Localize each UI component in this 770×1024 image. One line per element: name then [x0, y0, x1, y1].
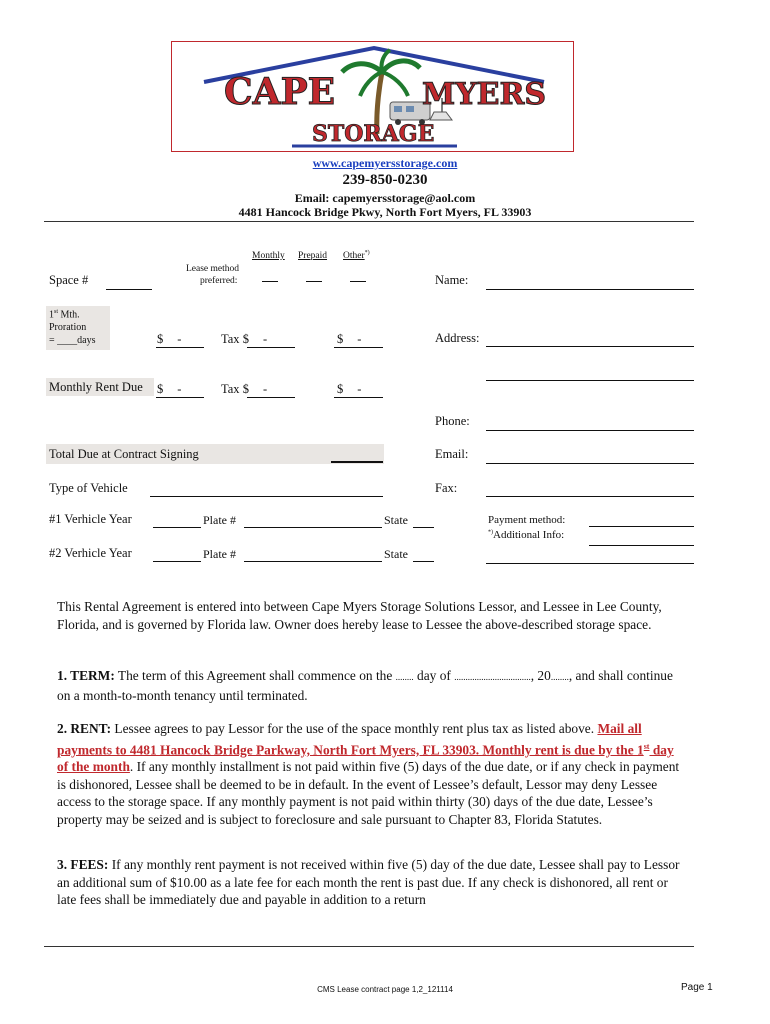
- payment-method-label: Payment method:: [488, 514, 566, 526]
- proration-tax-dollar: $: [242, 332, 249, 346]
- rent-text-b: . If any monthly installment is not paid within five (5) days of the due date, or if any check in payment is dishonored, Lessee shall be deemed to be in default. In the event of Lessee’s default, Lessor may deny Lessee access to the storage space. If any monthly payment is not paid within thirty (30) days of the due date, Lessee’s property may be seized and is subject to foreclosure and sale pursuant to Chapter 83, Florida Statutes.: [57, 759, 680, 827]
- additional-info-field[interactable]: [589, 545, 694, 546]
- rent-text-a: Lessee agrees to pay Lessor for the use of the space monthly rent plus tax as listed above.: [111, 721, 598, 736]
- header-divider: [44, 221, 694, 222]
- proration-total[interactable]: [337, 332, 361, 347]
- vehicle2-plate-field[interactable]: [244, 561, 382, 562]
- proration-label-1: [49, 309, 80, 320]
- rent-total-dollar: $: [337, 382, 344, 396]
- term-year-blank[interactable]: ........: [550, 672, 569, 682]
- term-text-d: , and shall continue on a month-to-month tenancy until terminated.: [57, 668, 673, 703]
- fees-text: If any monthly rent payment is not received within five (5) day of the due date, Lessee shall pay to Lessor an additional sum of $10.00 as a late fee for each month the rent is past due. If any check is dishonored, all rent or late fees shall be immediately due and payable in addition to a return: [57, 857, 680, 907]
- term-month-blank[interactable]: ..................................: [454, 672, 531, 682]
- rent-tax-dollar: $: [242, 382, 249, 396]
- vehicle-type-field[interactable]: [150, 496, 383, 497]
- col-other-sup: *): [364, 250, 370, 256]
- col-other-label: Other: [343, 251, 365, 262]
- name-label: Name:: [435, 273, 469, 287]
- proration-dash: -: [177, 332, 182, 346]
- rent-dash: -: [177, 382, 182, 396]
- fees-section: [57, 856, 687, 909]
- proration-tax[interactable]: [221, 332, 267, 347]
- total-due-field[interactable]: [331, 461, 383, 463]
- proration-total-dash: -: [357, 332, 362, 346]
- vehicle1-plate-field[interactable]: [244, 527, 382, 528]
- website-link[interactable]: www.capemyersstorage.com: [312, 156, 458, 170]
- proration-sup: st: [54, 309, 59, 315]
- col-monthly: Monthly: [252, 251, 285, 261]
- vehicle1-plate-label: Plate #: [203, 513, 236, 527]
- vehicle-type-label: Type of Vehicle: [49, 481, 128, 495]
- rent-mail-notice: Mail all payments to 4481 Hancock Bridge Parkway, North Fort Myers, FL 33903. Monthly rent is due by the 1: [57, 721, 644, 757]
- term-text-a: The term of this Agreement shall commence on the: [114, 668, 396, 683]
- company-address: 4481 Hancock Bridge Pkwy, North Fort Myers, FL 33903: [238, 205, 532, 219]
- rent-total-dash: -: [357, 382, 362, 396]
- vehicle2-plate-label: Plate #: [203, 547, 236, 561]
- vehicle2-year-label: #2 Verhicle Year: [49, 546, 132, 560]
- rent-section: [57, 720, 687, 828]
- proration-mth: Mth.: [58, 309, 80, 321]
- logo-text-myers: MYERS: [422, 77, 547, 112]
- term-title: 1. TERM:: [57, 668, 115, 683]
- rent-tax-line: [247, 397, 295, 398]
- proration-amount[interactable]: [157, 332, 181, 347]
- proration-tax-label: Tax: [221, 332, 240, 346]
- monthly-rent-amount[interactable]: [157, 382, 181, 397]
- rent-dollar: $: [157, 382, 164, 396]
- proration-tax-line: [247, 347, 295, 348]
- additional-info-field-2[interactable]: [486, 563, 694, 564]
- logo-graphic: [172, 42, 575, 153]
- fees-title: 3. FEES:: [57, 857, 109, 872]
- rent-total-line: [334, 397, 383, 398]
- vehicle1-state-label: State: [384, 513, 408, 527]
- additional-info-sup: *): [488, 529, 493, 536]
- proration-label-2: Proration: [49, 322, 87, 333]
- email-field[interactable]: [486, 463, 694, 464]
- monthly-rent-total[interactable]: [337, 382, 361, 397]
- other-checkbox[interactable]: [350, 281, 366, 282]
- phone-label: Phone:: [435, 414, 470, 428]
- phone-field[interactable]: [486, 430, 694, 431]
- fax-label: Fax:: [435, 481, 458, 495]
- vehicle2-year-field[interactable]: [153, 561, 201, 562]
- term-day-blank[interactable]: ........: [395, 672, 414, 682]
- logo-text-storage: STORAGE: [312, 121, 435, 147]
- proration-tax-dash: -: [262, 332, 268, 346]
- rent-amount-line: [156, 397, 204, 398]
- col-other: [343, 250, 370, 261]
- footer-doc-id: CMS Lease contract page 1,2_121114: [317, 985, 453, 994]
- name-field[interactable]: [486, 289, 694, 290]
- logo-text-cape: CAPE: [224, 71, 336, 113]
- company-phone: 239-850-0230: [342, 172, 428, 188]
- lease-method-label-2: preferred:: [200, 276, 238, 286]
- address-label: Address:: [435, 331, 480, 345]
- additional-info-text: Additional Info:: [493, 529, 565, 541]
- proration-amount-line: [156, 347, 204, 348]
- rent-tax-dash: -: [262, 382, 268, 396]
- rent-mail-notice-2: day of the month: [57, 741, 674, 775]
- vehicle1-year-label: #1 Verhicle Year: [49, 512, 132, 526]
- agreement-intro: This Rental Agreement is entered into between Cape Myers Storage Solutions Lessor, and Lessee in Lee County, Florida, and is governed by Florida law. Owner does hereby lease to Lessee the above-described storage space.: [57, 599, 662, 632]
- vehicle1-state-field[interactable]: [413, 527, 434, 528]
- term-text-c: , 20: [530, 668, 551, 683]
- payment-method-field[interactable]: [589, 526, 694, 527]
- vehicle2-state-field[interactable]: [413, 561, 434, 562]
- page-number: Page 1: [681, 982, 713, 993]
- term-section: [57, 667, 687, 704]
- address-field-1[interactable]: [486, 346, 694, 347]
- monthly-checkbox[interactable]: [262, 281, 278, 282]
- proration-num: 1: [49, 309, 54, 321]
- address-field-2[interactable]: [486, 380, 694, 381]
- company-logo: [171, 41, 574, 152]
- lease-method-label: Lease method: [186, 264, 240, 274]
- proration-dollar: $: [157, 332, 164, 346]
- proration-days-field[interactable]: = ____days: [49, 335, 96, 346]
- vehicle1-year-field[interactable]: [153, 527, 201, 528]
- rent-tax-label: Tax: [221, 382, 240, 396]
- email-label: Email:: [435, 447, 469, 461]
- rent-mail-sup: st: [643, 741, 650, 751]
- term-text-b: day of: [413, 668, 455, 683]
- col-prepaid: Prepaid: [298, 251, 328, 261]
- proration-total-line: [334, 347, 383, 348]
- fax-field[interactable]: [486, 496, 694, 497]
- total-due-label: Total Due at Contract Signing: [49, 447, 199, 461]
- rent-title: 2. RENT:: [57, 721, 112, 736]
- proration-total-dollar: $: [337, 332, 344, 346]
- monthly-rent-tax[interactable]: [221, 382, 267, 397]
- prepaid-checkbox[interactable]: [306, 281, 322, 282]
- space-label: Space #: [49, 273, 89, 287]
- monthly-rent-label: Monthly Rent Due: [49, 380, 143, 394]
- additional-info-label: [488, 529, 564, 541]
- footer-divider: [44, 946, 694, 947]
- company-email: Email: capemyersstorage@aol.com: [294, 191, 476, 205]
- space-field[interactable]: [106, 289, 152, 290]
- vehicle2-state-label: State: [384, 547, 408, 561]
